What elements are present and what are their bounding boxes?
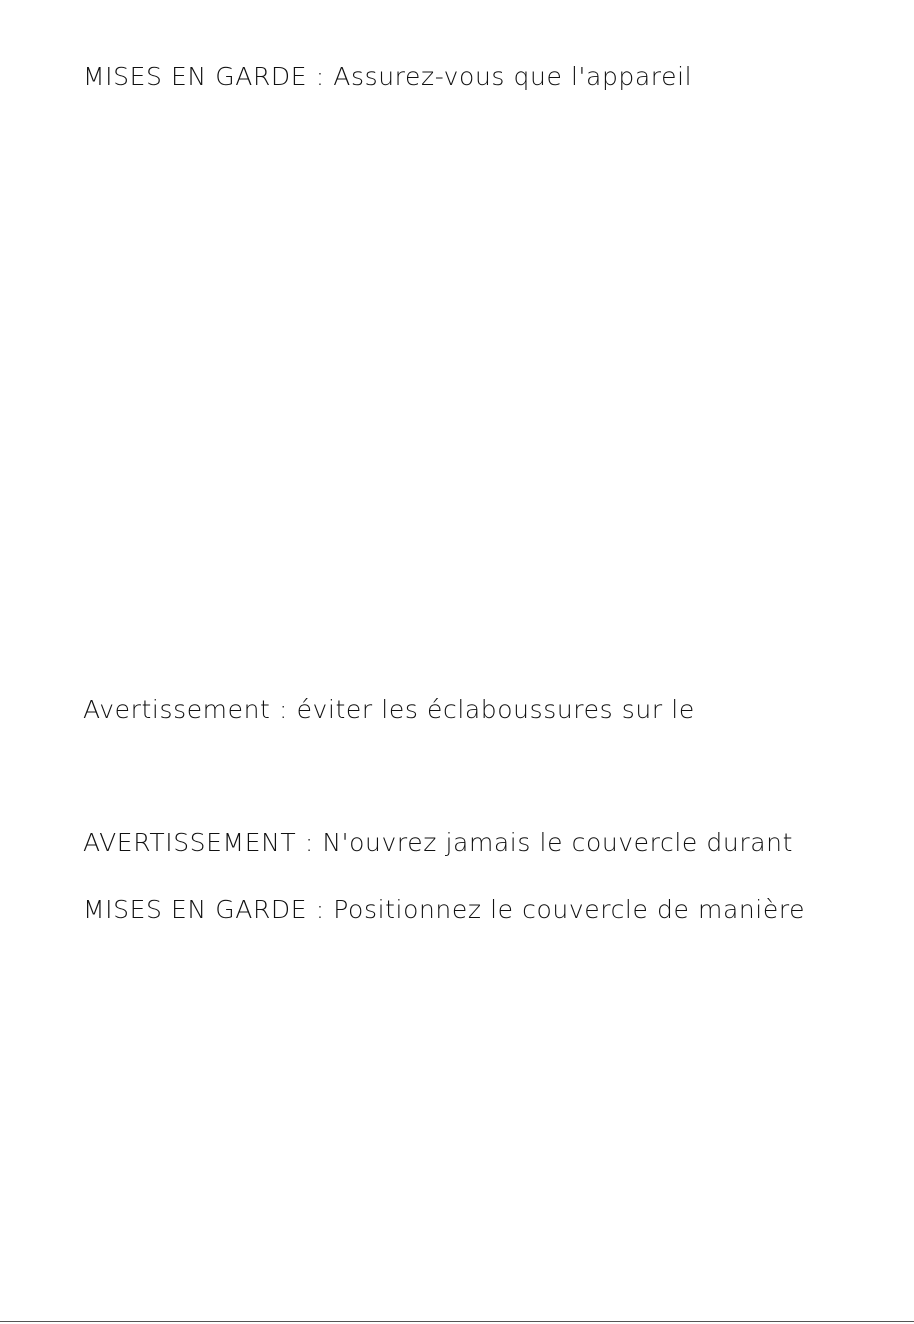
warning-line-2: Avertissement : éviter les éclaboussures sur le — [83, 695, 695, 724]
bottom-divider — [0, 1321, 914, 1322]
warning-line-4: MISES EN GARDE : Positionnez le couvercle de manière — [83, 895, 806, 924]
warning-line-3: AVERTISSEMENT : N'ouvrez jamais le couvercle durant — [83, 828, 793, 857]
warning-line-1: MISES EN GARDE : Assurez-vous que l'appareil — [83, 62, 693, 91]
